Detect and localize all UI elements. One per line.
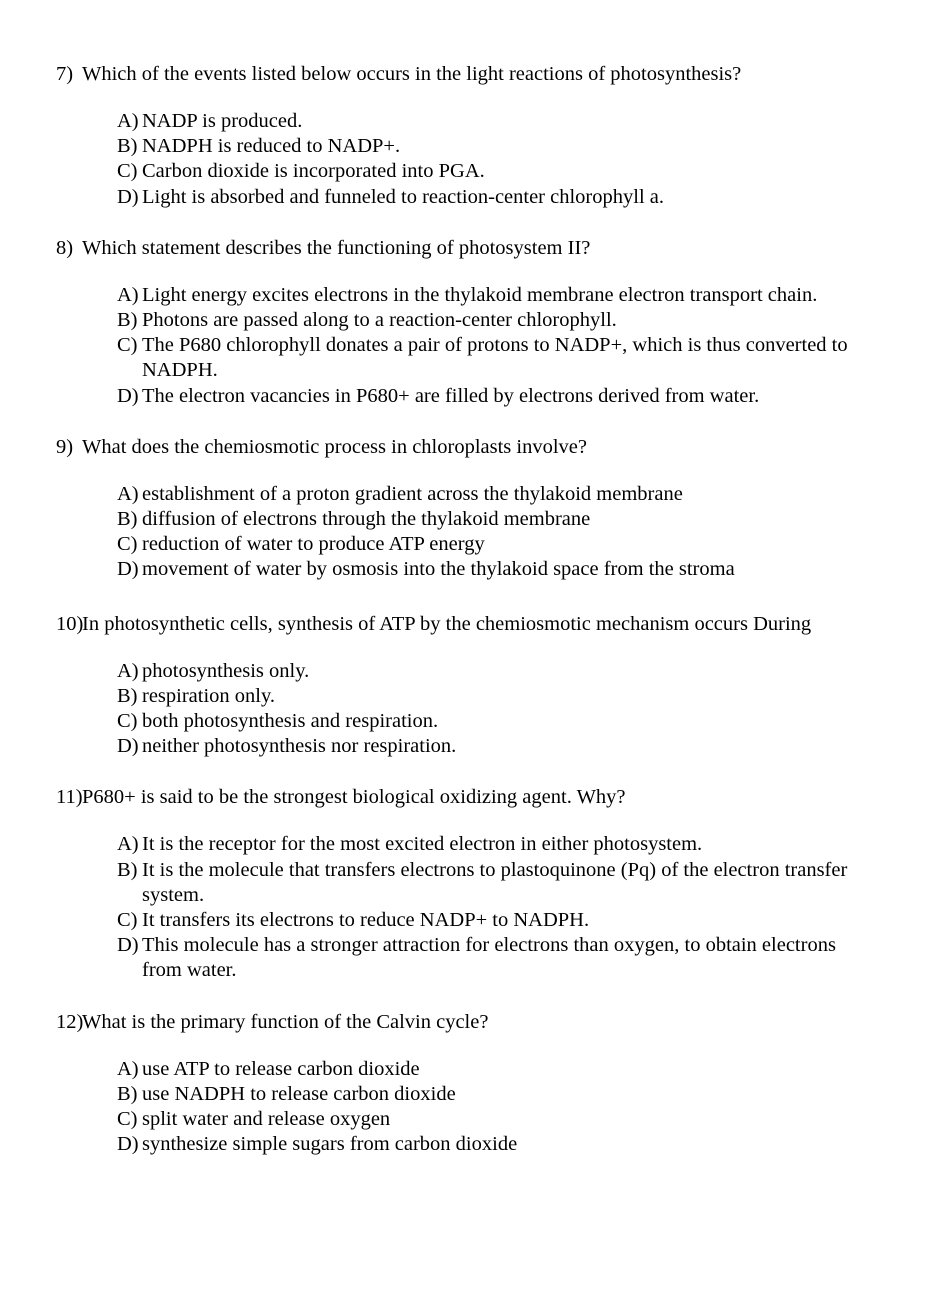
question-text: What does the chemiosmotic process in chloroplasts involve?: [82, 435, 587, 458]
question-number: 8): [56, 236, 74, 259]
question-number: 10): [56, 612, 84, 635]
option-label: C): [117, 533, 138, 556]
option-b[interactable]: [117, 684, 862, 709]
option-list: [56, 482, 862, 583]
question-block: [56, 236, 862, 409]
option-a[interactable]: [117, 283, 862, 308]
option-label: C): [117, 710, 138, 733]
option-label: A): [117, 833, 139, 856]
option-text: reduction of water to produce ATP energy: [142, 533, 485, 556]
option-b[interactable]: [117, 858, 862, 908]
question-block: [56, 612, 862, 760]
option-text: It is the molecule that transfers electrons to plastoquinone (Pq) of the electron transfer system.: [142, 858, 853, 906]
option-text: use NADPH to release carbon dioxide: [142, 1082, 456, 1105]
question-number: 11): [56, 786, 83, 809]
option-c[interactable]: [117, 709, 862, 734]
option-a[interactable]: [117, 659, 862, 684]
option-label: B): [117, 1082, 138, 1105]
question-stem: [56, 435, 862, 460]
option-text: both photosynthesis and respiration.: [142, 710, 439, 733]
option-label: B): [117, 508, 138, 531]
option-label: B): [117, 858, 138, 881]
option-label: C): [117, 334, 138, 357]
question-number: 7): [56, 63, 74, 85]
option-label: C): [117, 909, 138, 932]
question-number: 9): [56, 435, 74, 458]
option-a[interactable]: [117, 832, 862, 857]
option-label: B): [117, 135, 138, 158]
option-text: movement of water by osmosis into the thylakoid space from the stroma: [142, 558, 735, 581]
option-c[interactable]: [117, 159, 862, 184]
option-a[interactable]: [117, 482, 862, 507]
question-stem: [56, 612, 862, 637]
option-label: B): [117, 684, 138, 707]
option-d[interactable]: [117, 1132, 862, 1157]
option-b[interactable]: [117, 507, 862, 532]
option-list: [56, 283, 862, 409]
option-b[interactable]: [117, 134, 862, 159]
question-text: Which of the events listed below occurs in the light reactions of photosynthesis?: [82, 63, 742, 85]
question-text: What is the primary function of the Calvin cycle?: [82, 1010, 489, 1033]
question-stem: [56, 785, 862, 810]
option-b[interactable]: [117, 308, 862, 333]
option-text: It transfers its electrons to reduce NADP+ to NADPH.: [142, 909, 590, 932]
question-stem: [56, 236, 862, 261]
option-d[interactable]: [117, 557, 862, 582]
option-label: B): [117, 309, 138, 332]
option-text: Photons are passed along to a reaction-center chlorophyll.: [142, 309, 617, 332]
option-text: NADP is produced.: [142, 110, 303, 132]
option-text: Carbon dioxide is incorporated into PGA.: [142, 160, 485, 183]
option-text: use ATP to release carbon dioxide: [142, 1057, 420, 1080]
question-number: 12): [56, 1010, 84, 1033]
option-label: A): [117, 659, 139, 682]
option-text: establishment of a proton gradient across the thylakoid membrane: [142, 482, 683, 505]
option-list: [56, 832, 862, 983]
option-d[interactable]: [117, 734, 862, 759]
option-label: C): [117, 1108, 138, 1131]
option-text: diffusion of electrons through the thylakoid membrane: [142, 508, 591, 531]
option-c[interactable]: [117, 333, 862, 383]
question-block: [56, 785, 862, 983]
option-label: D): [117, 185, 139, 208]
option-text: It is the receptor for the most excited electron in either photosystem.: [142, 833, 703, 856]
option-c[interactable]: [117, 1107, 862, 1132]
option-label: D): [117, 384, 139, 407]
option-text: synthesize simple sugars from carbon dioxide: [142, 1133, 518, 1156]
option-d[interactable]: [117, 933, 862, 983]
question-text: In photosynthetic cells, synthesis of ATP by the chemiosmotic mechanism occurs During: [82, 612, 812, 635]
option-text: NADPH is reduced to NADP+.: [142, 135, 401, 158]
option-b[interactable]: [117, 1082, 862, 1107]
option-list: [56, 109, 862, 210]
option-list: [56, 1057, 862, 1158]
option-label: D): [117, 934, 139, 957]
option-list: [56, 659, 862, 760]
option-c[interactable]: [117, 908, 862, 933]
option-label: A): [117, 283, 139, 306]
option-text: Light is absorbed and funneled to reaction-center chlorophyll a.: [142, 185, 664, 208]
option-label: A): [117, 482, 139, 505]
option-text: photosynthesis only.: [142, 659, 310, 682]
option-text: split water and release oxygen: [142, 1108, 391, 1131]
question-block: [56, 1010, 862, 1158]
option-label: A): [117, 1057, 139, 1080]
option-label: D): [117, 558, 139, 581]
option-text: neither photosynthesis nor respiration.: [142, 735, 457, 758]
option-text: The electron vacancies in P680+ are filled by electrons derived from water.: [142, 384, 760, 407]
option-c[interactable]: [117, 532, 862, 557]
question-block: [56, 435, 862, 583]
option-a[interactable]: [117, 109, 862, 134]
option-label: A): [117, 110, 139, 132]
option-d[interactable]: [117, 185, 862, 210]
question-stem: [56, 62, 862, 87]
question-text: Which statement describes the functioning of photosystem II?: [82, 236, 591, 259]
option-d[interactable]: [117, 384, 862, 409]
question-block: [56, 62, 862, 210]
option-a[interactable]: [117, 1057, 862, 1082]
option-text: This molecule has a stronger attraction for electrons than oxygen, to obtain electrons from water.: [142, 934, 842, 982]
option-text: Light energy excites electrons in the thylakoid membrane electron transport chain.: [142, 283, 818, 306]
option-label: C): [117, 160, 138, 183]
question-text: P680+ is said to be the strongest biological oxidizing agent. Why?: [82, 786, 626, 809]
question-stem: [56, 1010, 862, 1035]
option-text: The P680 chlorophyll donates a pair of protons to NADP+, which is thus converted to NADPH.: [142, 334, 853, 382]
option-label: D): [117, 735, 139, 758]
option-text: respiration only.: [142, 684, 276, 707]
option-label: D): [117, 1133, 139, 1156]
